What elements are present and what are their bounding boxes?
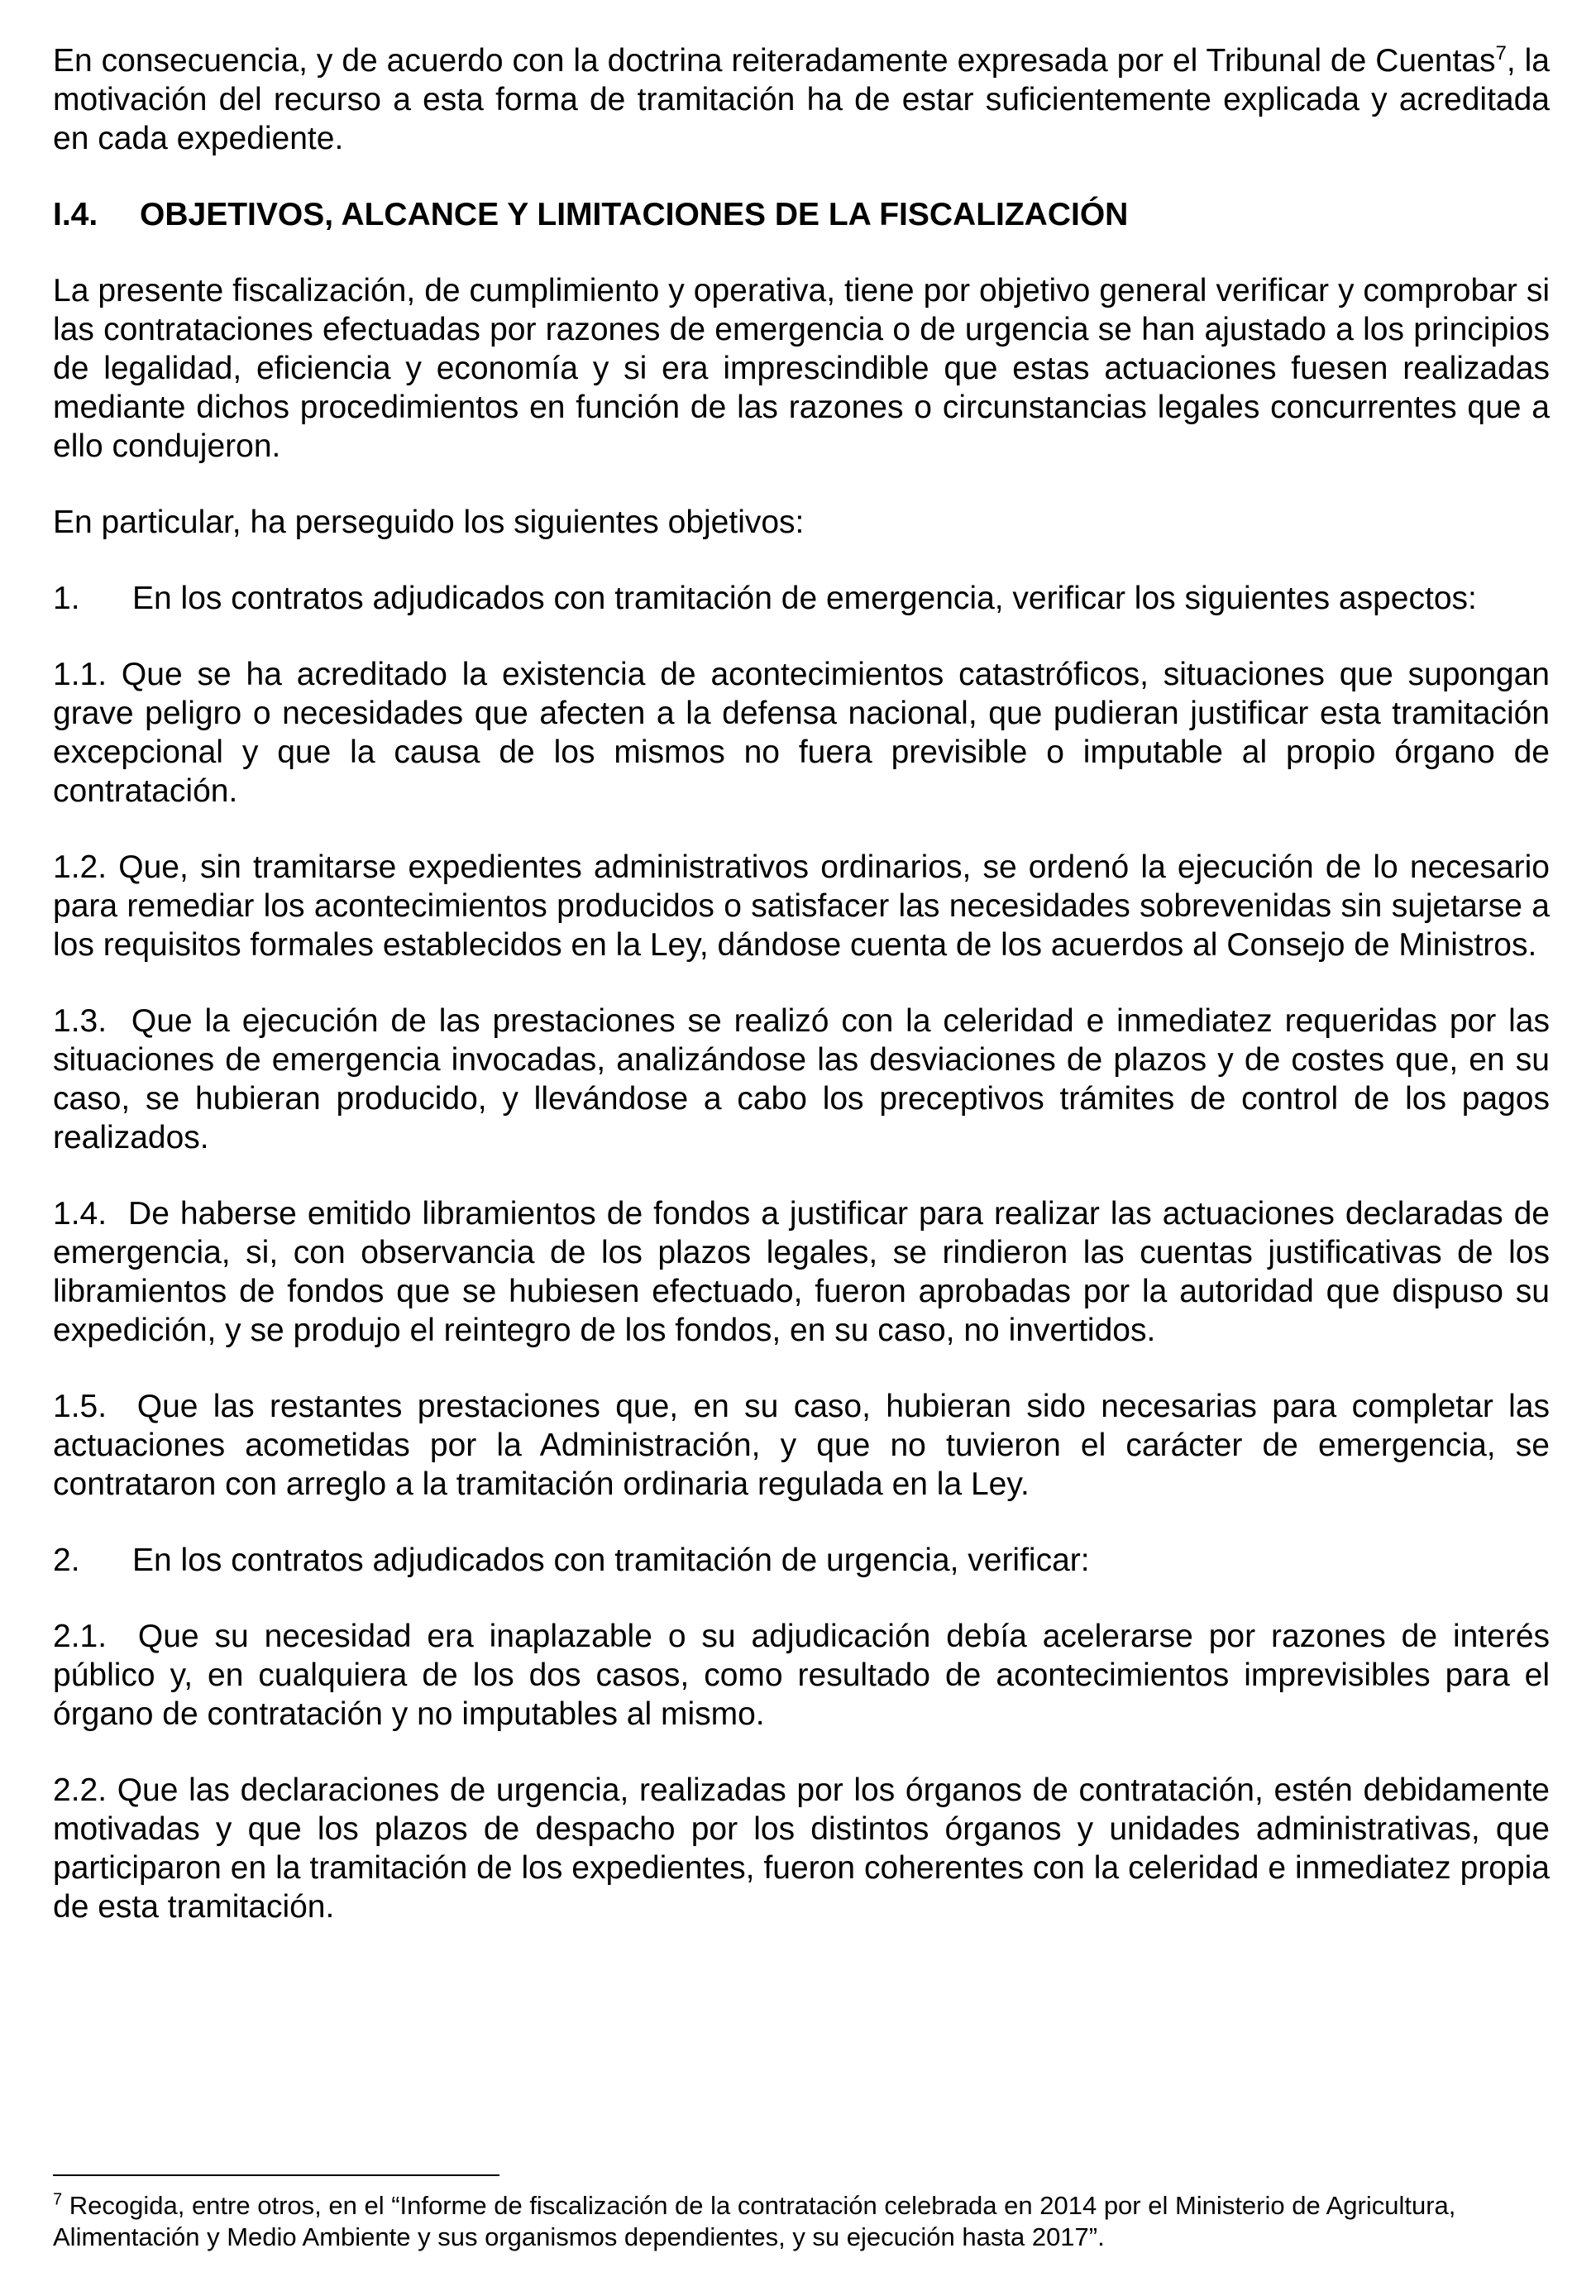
section-number: I.4. bbox=[53, 197, 98, 232]
objective-item-1-1 bbox=[53, 655, 1550, 811]
footnote-text: Recogida, entre otros, en el “Informe de fiscalización de la contratación celebrada en 2014 por el Ministerio de Agricultura, Alimentación y Medio Ambiente y sus organismos dependientes, y su ejecución hasta 2017”. bbox=[53, 2191, 1456, 2251]
document-body bbox=[53, 41, 1550, 1964]
item-number: 1.3. bbox=[53, 1003, 108, 1039]
objective-item-2-2 bbox=[53, 1771, 1550, 1926]
item-number: 1. bbox=[53, 581, 80, 616]
objective-item-1-3 bbox=[53, 1002, 1550, 1157]
footnote-reference[interactable]: 7 bbox=[1495, 42, 1507, 65]
item-text: Que las declaraciones de urgencia, realizadas por los órganos de contratación, estén debidamente motivadas y que los plazos de despacho por los distintos órganos y unidades administrativas, que participaron en la tramitación de los expedientes, fueron coherentes con la celeridad e inmediatez propia de esta tramitación. bbox=[53, 1772, 1550, 1925]
item-number: 1.1. bbox=[53, 657, 108, 692]
objective-item-2 bbox=[53, 1541, 1550, 1580]
item-number: 1.2. bbox=[53, 849, 108, 885]
objective-paragraph: La presente fiscalización, de cumplimiento y operativa, tiene por objetivo general verificar y comprobar si las contrataciones efectuadas por razones de emergencia o de urgencia se han ajustado a los principios de legalidad, eficiencia y economía y si era imprescindible que estas actuaciones fuesen realizadas mediante dichos procedimientos en función de las razones o circunstancias legales concurrentes que a ello condujeron. bbox=[53, 273, 1550, 464]
item-text: Que la ejecución de las prestaciones se realizó con la celeridad e inmediatez requeridas por las situaciones de emergencia invocadas, analizándose las desviaciones de plazos y de costes que, en su caso, se hubieran producido, y llevándose a cabo los preceptivos trámites de control de los pagos realizados. bbox=[53, 1003, 1550, 1155]
item-text: Que las restantes prestaciones que, en su caso, hubieran sido necesarias para completar las actuaciones acometidas por la Administración, y que no tuvieron el carácter de emergencia, se contrataron con arreglo a la tramitación ordinaria regulada en la Ley. bbox=[53, 1389, 1551, 1502]
intro-paragraph bbox=[53, 41, 1550, 158]
objective-item-1 bbox=[53, 579, 1550, 618]
particular-intro: En particular, ha perseguido los siguientes objetivos: bbox=[53, 505, 805, 540]
section-title: OBJETIVOS, ALCANCE Y LIMITACIONES DE LA FISCALIZACIÓN bbox=[140, 197, 1129, 232]
footnote-separator bbox=[53, 2174, 499, 2176]
intro-text-after-ref: , la motivación del recurso a esta forma de tramitación ha de estar suficientemente explicada y acreditada en cada expediente. bbox=[53, 43, 1550, 156]
item-number: 2.2. bbox=[53, 1772, 108, 1808]
item-text: De haberse emitido libramientos de fondos a justificar para realizar las actuaciones declaradas de emergencia, si, con observancia de los plazos legales, se rindieron las cuentas justificativas de los libramientos de fondos que se hubiesen efectuado, fueron aprobadas por la autoridad que dispuso su expedición, y se produjo el reintegro de los fondos, en su caso, no invertidos. bbox=[53, 1196, 1550, 1348]
objective-item-1-2 bbox=[53, 848, 1550, 964]
item-text: Que, sin tramitarse expedientes administrativos ordinarios, se ordenó la ejecución de lo necesario para remediar los acontecimientos producidos o satisfacer las necesidades sobrevenidas sin sujetarse a los requisitos formales establecidos en la Ley, dándose cuenta de los acuerdos al Consejo de Ministros. bbox=[53, 849, 1551, 963]
intro-text-before-ref: En consecuencia, y de acuerdo con la doctrina reiteradamente expresada por el Tribunal de Cuentas bbox=[53, 43, 1496, 79]
item-text: En los contratos adjudicados con tramitación de emergencia, verificar los siguientes aspectos: bbox=[132, 581, 1477, 616]
item-text: Que su necesidad era inaplazable o su adjudicación debía acelerarse por razones de interés público y, en cualquiera de los dos casos, como resultado de acontecimientos imprevisibles para el órgano de contratación y no imputables al mismo. bbox=[53, 1619, 1551, 1732]
footnote bbox=[53, 2190, 1550, 2253]
item-number: 2. bbox=[53, 1543, 80, 1578]
objective-item-2-1 bbox=[53, 1617, 1550, 1734]
objective-item-1-5 bbox=[53, 1387, 1550, 1504]
item-number: 1.4. bbox=[53, 1196, 108, 1232]
objective-item-1-4 bbox=[53, 1194, 1550, 1350]
item-number: 1.5. bbox=[53, 1389, 108, 1424]
item-number: 2.1. bbox=[53, 1619, 108, 1654]
footnote-number: 7 bbox=[53, 2190, 63, 2209]
item-text: Que se ha acreditado la existencia de acontecimientos catastróficos, situaciones que supongan grave peligro o necesidades que afecten a la defensa nacional, que pudieran justificar esta tramitación excepcional y que la causa de los mismos no fuera previsible o imputable al propio órgano de contratación. bbox=[53, 657, 1550, 809]
item-text: En los contratos adjudicados con tramitación de urgencia, verificar: bbox=[132, 1543, 1090, 1578]
section-heading bbox=[53, 195, 1550, 234]
